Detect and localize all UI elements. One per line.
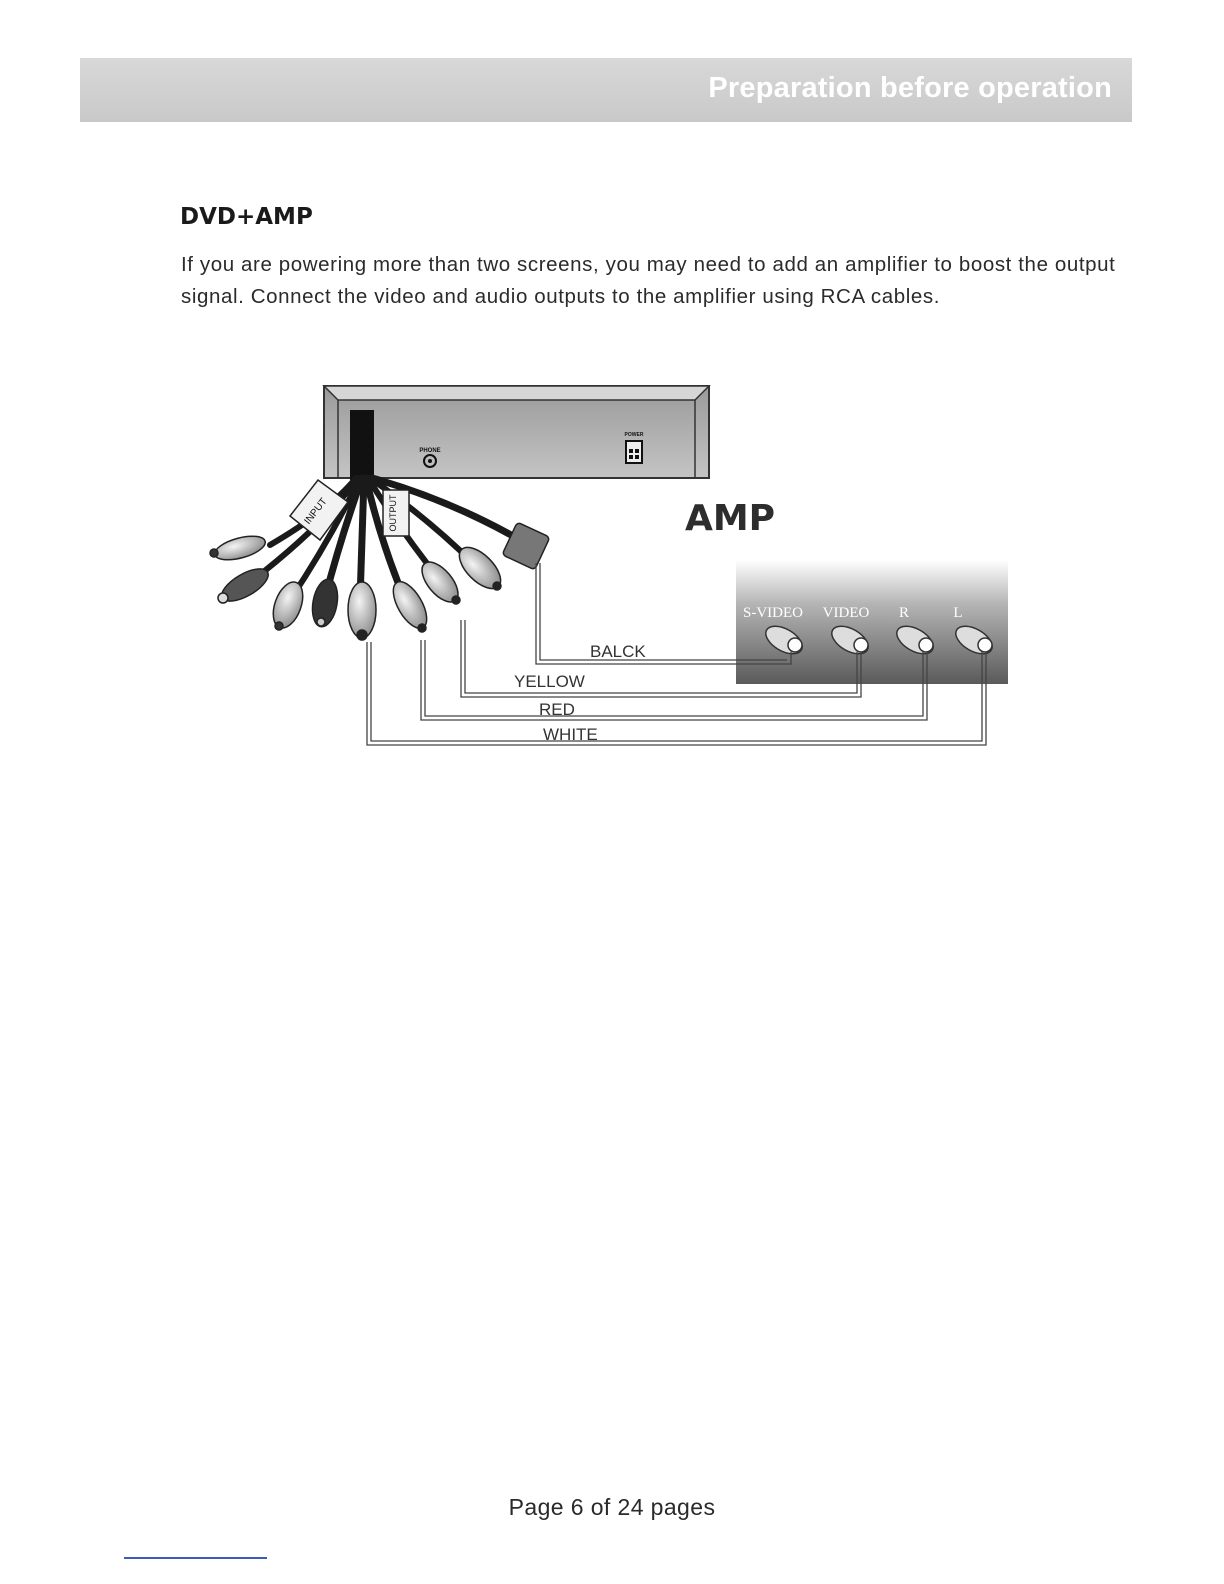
intro-paragraph: If you are powering more than two screens, you may need to add an amplifier to boost the output signal. Connect the video and audio outputs to the amplifier using RCA cables.	[181, 253, 1116, 308]
plug-svideo-connector	[502, 522, 550, 570]
plug-black-input	[217, 562, 273, 607]
right-jack-label: R	[898, 605, 910, 621]
amplifier-panel	[736, 560, 1008, 684]
plug-white-output	[348, 582, 376, 640]
plug-white-input	[210, 532, 268, 565]
left-jack-label: L	[953, 605, 963, 621]
page-number: Page 6 of 24 pages	[508, 1494, 716, 1520]
plug-yellow-output	[415, 556, 464, 608]
dvd-unit	[324, 386, 709, 480]
input-tag-label: INPUT	[302, 496, 330, 527]
plug-red-output	[387, 576, 434, 633]
section-title: DVD+AMP	[180, 204, 313, 230]
plug-dark-input	[309, 577, 341, 628]
cable-bundle-port	[350, 410, 374, 480]
power-label: POWER	[624, 432, 644, 438]
header-title: Preparation before operation	[708, 72, 1112, 104]
amp-label: AMP	[684, 498, 776, 539]
svideo-jack-label: S-VIDEO	[743, 605, 803, 621]
input-tag	[290, 480, 348, 540]
black-cable-label: BALCK	[590, 642, 646, 661]
white-cable-label: WHITE	[543, 725, 598, 744]
output-tag	[383, 490, 409, 536]
yellow-cable-label: YELLOW	[514, 672, 585, 691]
phone-label: PHONE	[419, 448, 441, 454]
output-tag-label: OUTPUT	[388, 494, 398, 532]
video-jack-label: VIDEO	[822, 605, 870, 621]
footer-link-underline	[124, 1557, 267, 1559]
red-cable-label: RED	[539, 700, 575, 719]
power-connector-icon	[626, 441, 642, 463]
